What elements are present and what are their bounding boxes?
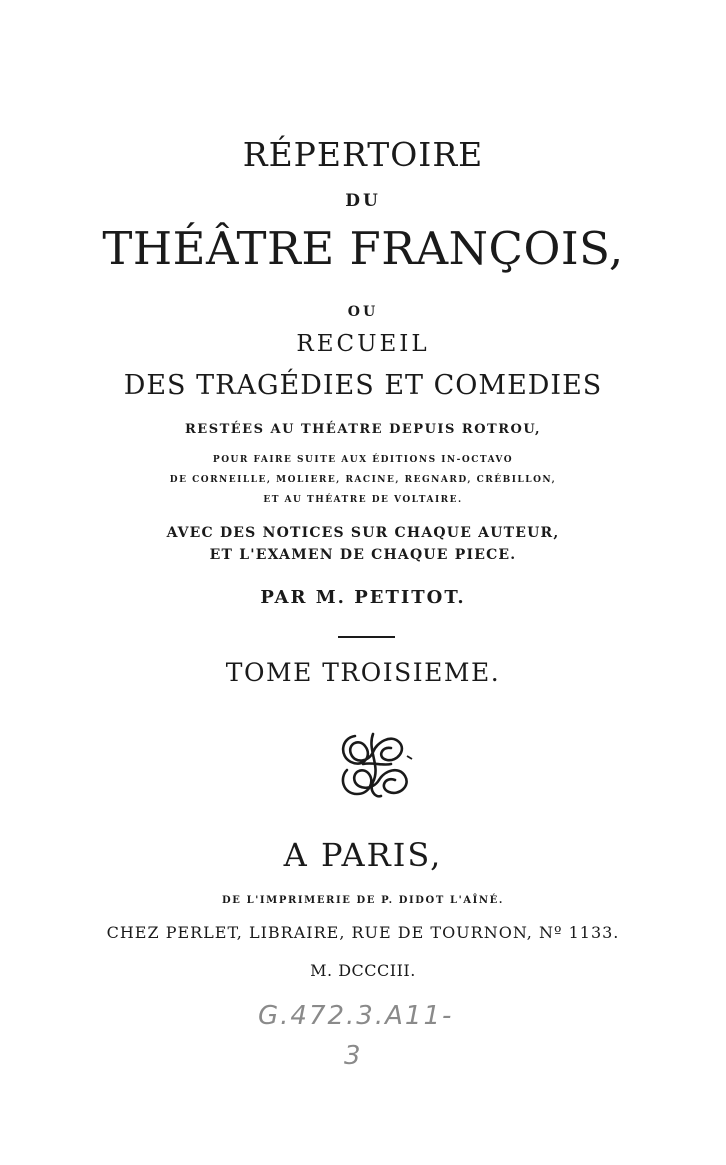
note-examen: ET L'EXAMEN DE CHAQUE PIECE. [209, 547, 517, 563]
author-line: PAR M. PETITOT. [260, 587, 466, 608]
heading-recueil: RECUEIL [296, 331, 430, 357]
shelfmark-volume-number: 3 [344, 1041, 361, 1071]
imprint-bookseller: CHEZ PERLET, LIBRAIRE, RUE DE TOURNON, Nº 1133. [106, 923, 620, 942]
monogram-ornament [333, 726, 415, 802]
note-authors: DE CORNEILLE, MOLIERE, RACINE, REGNARD, CRÉBILLON, [169, 475, 557, 485]
imprint-city: A PARIS, [283, 836, 443, 874]
subtitle-tragedies: DES TRAGÉDIES ET COMEDIES [123, 370, 603, 401]
note-pour-faire-suite: POUR FAIRE SUITE AUX ÉDITIONS IN-OCTAVO [212, 455, 514, 465]
heading-du: DU [345, 191, 381, 211]
subtitle-restees: RESTÉES AU THÉATRE DEPUIS ROTROU, [185, 422, 541, 437]
title-rule [338, 636, 395, 638]
heading-ou: OU [347, 304, 379, 320]
imprint-printer: DE L'IMPRIMERIE DE P. DIDOT L'AÎNÉ. [222, 895, 504, 906]
imprint-date: M. DCCCIII. [310, 961, 416, 980]
note-notices: AVEC DES NOTICES SUR CHAQUE AUTEUR, [166, 525, 560, 541]
main-title: THÉÂTRE FRANÇOIS, [102, 222, 624, 275]
shelfmark-handwriting: G.472.3.A11- [258, 1001, 454, 1031]
volume-label: TOME TROISIEME. [225, 658, 501, 687]
note-voltaire: ET AU THÉATRE DE VOLTAIRE. [263, 495, 463, 505]
heading-repertoire: RÉPERTOIRE [242, 135, 484, 174]
